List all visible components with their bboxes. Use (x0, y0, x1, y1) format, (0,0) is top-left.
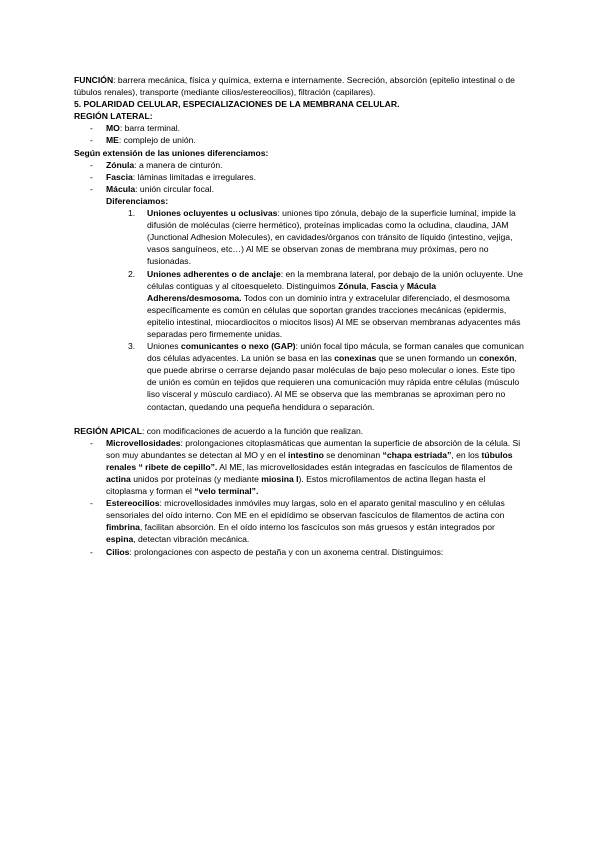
apical-item-microvellosidades: - Microvellosidades: prolongaciones citoplasmáticas que aumentan la superficie de absorción de la célula. Si son muy abundantes se detectan al MO y en el intestino se denominan “chapa estriada”, en los túbulos renales “ ribete de cepillo”. Al ME, las microvellosidades están integradas en fascículos de filamentos de actina unidos por proteínas (y mediante miosina I). Estos microfilamentos de actina llegan hasta el citoplasma y forman el “velo terminal”. (74, 437, 526, 497)
apical-item-estereocilios: - Estereocilios: microvellosidades inmóviles muy largas, solo en el aparato genital masculino y en células sensoriales del oído interno. Con ME en el epidídimo se observan fascículos de filamentos de actina con fimbrina, facilitan absorción. En el oído interno los fascículos son más gruesos y están integrados por espina, detectan vibración mecánica. (74, 497, 526, 545)
paragraph-gap (74, 413, 526, 425)
document-page (74, 74, 526, 558)
apical-paragraph: REGIÓN APICAL: con modificaciones de acuerdo a la función que realizan. (74, 425, 364, 436)
lateral-item-me: - ME: complejo de unión. (74, 134, 526, 146)
extension-item-fascia: - Fascia: láminas limitadas e irregulares. (74, 171, 526, 183)
funcion-paragraph: FUNCIÓN: barrera mecánica, física y química, externa e internamente. Secreción, absorción (epitelio intestinal o de túbulos renales), transporte (mediante cilios/estereocilios), filtración (capilares). (74, 75, 515, 98)
apical-item-cilios: - Cilios: prolongaciones con aspecto de pestaña y con un axonema central. Distinguimos: (74, 546, 526, 558)
extension-item-macula: - Mácula: unión circular focal. (74, 183, 526, 195)
apical-title: REGIÓN APICAL (74, 425, 142, 436)
lateral-title: REGIÓN LATERAL: (74, 111, 153, 122)
numbered-item-2: 2. Uniones adherentes o de anclaje: en la membrana lateral, por debajo de la unión ocluyente. Une células contiguas y al citoesqueleto. Distinguimos Zónula, Fascia y Mácula Adherens/desmosoma. Todos con un dominio intra y extracelular diferenciado, el desmosoma específicamente es común en células que soportan grandes tracciones mecánicas (epidermis, epitelio intestinal, miocardiocitos o miocitos lisos) Al ME se observan membranas adyacentes más separadas pero firmemente unidas. (128, 268, 523, 339)
numbered-item-1: 1. Uniones ocluyentes u oclusivas: uniones tipo zónula, debajo de la superficie luminal, impide la difusión de moléculas (cierre hermético), proteínas implicadas como la ocludina, claudina, JAM (Junctional Adhesion Molecules), en cavidades/órganos con tránsito de líquido (intestino, vejiga, vasos sanguíneos, etc…) Al ME se observan zonas de membrana muy próximas, pero no fusionadas. (128, 208, 516, 267)
numbered-item-3: 3. Uniones comunicantes o nexo (GAP): unión focal tipo mácula, se forman canales que comunican dos células adyacentes. La unión se basa en las conexinas que se unen formando un conexón, que puede abrirse o cerrarse dejando pasar moléculas de bajo peso molecular o iones. Este tipo de unión es común en tejidos que requieren una comunicación muy rápida entre células (músculo liso visceral y músculo cardiaco). Al ME se observa que las membranas se aproximan pero no contactan, quedando una pequeña hendidura o separación. (128, 341, 524, 412)
extension-title: Según extensión de las uniones diferenciamos: (74, 147, 269, 158)
funcion-label: FUNCIÓN (74, 75, 114, 85)
section-title: 5. POLARIDAD CELULAR, ESPECIALIZACIONES DE LA MEMBRANA CELULAR. (74, 99, 400, 110)
diferenciamos-label: Diferenciamos: (106, 195, 169, 206)
lateral-item-mo: - MO: barra terminal. (74, 122, 526, 134)
extension-item-zonula: - Zónula: a manera de cinturón. (74, 159, 526, 171)
